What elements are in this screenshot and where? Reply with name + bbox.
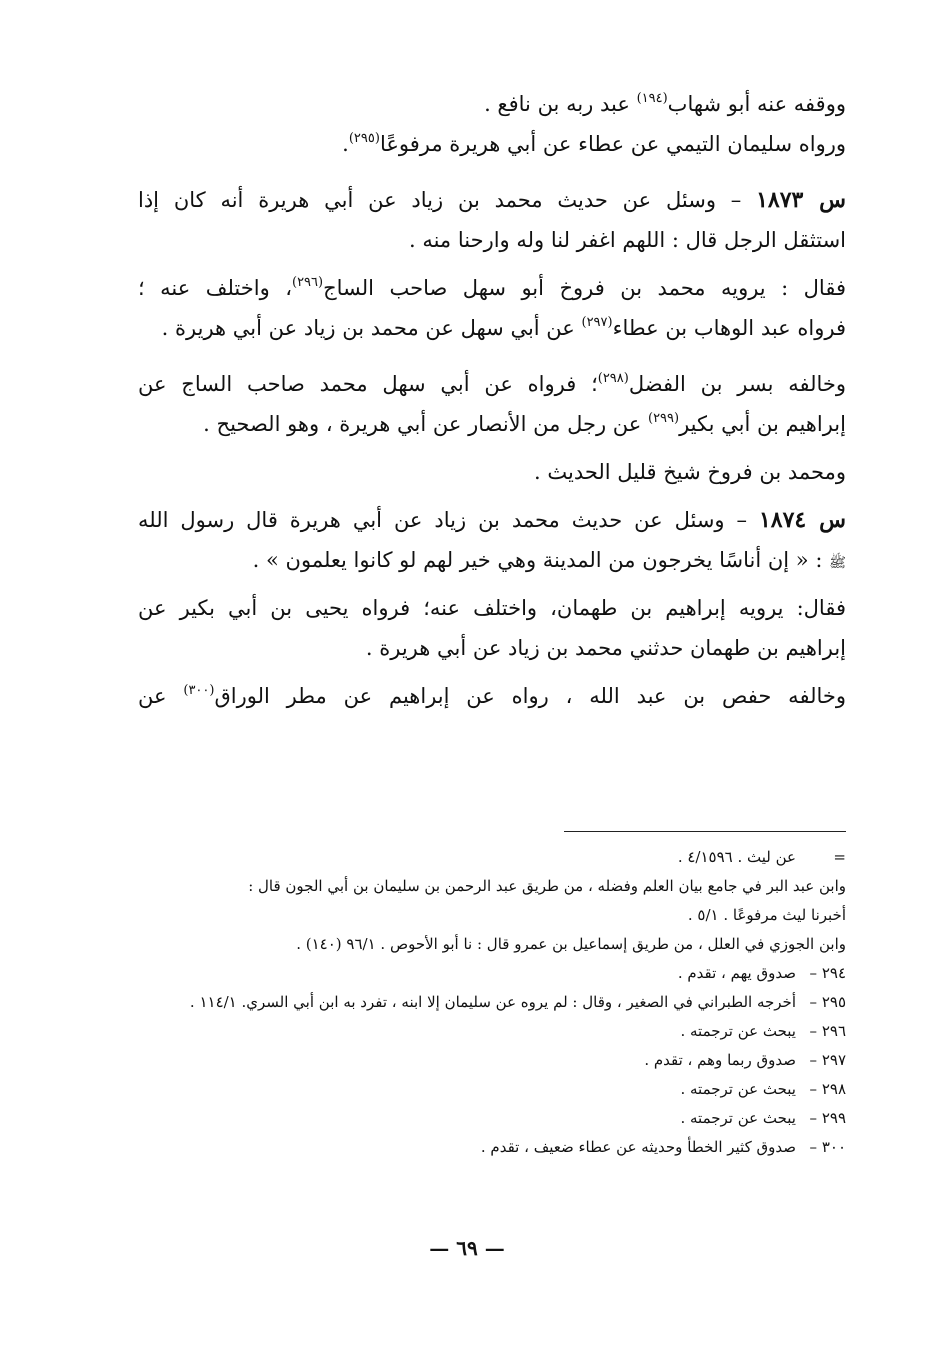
footnote-number: ٢٩٦ – bbox=[809, 1022, 846, 1040]
page-number: — ٦٩ — bbox=[429, 1236, 505, 1260]
text-line bbox=[138, 404, 846, 444]
footnote-text: صدوق ربما وهم ، تقدم . bbox=[644, 1051, 796, 1069]
footnote-item bbox=[138, 1104, 846, 1133]
text-span: إبراهيم بن طهمان حدثني محمد بن زياد عن أبي هريرة . bbox=[365, 636, 846, 660]
text-line bbox=[138, 84, 846, 124]
text-line bbox=[138, 268, 846, 308]
footnote-number: ٢٩٨ – bbox=[809, 1080, 846, 1098]
footnotes bbox=[138, 843, 846, 1162]
footnote-continuation: وابن الجوزي في العلل ، من طريق إسماعيل بن عمرو قال : نا أبو الأحوص . ٩٦/١ (١٤٠) . bbox=[296, 935, 846, 953]
salla-ligature: ﷺ bbox=[829, 555, 846, 571]
footnote-text: صدوق يهم ، تقدم . bbox=[677, 964, 796, 982]
footnote-continuation: عن ليث . ٤/١٥٩٦ . bbox=[677, 848, 796, 866]
question-1873-line bbox=[138, 180, 846, 220]
footnote-ref: (٢٩٧) bbox=[581, 315, 613, 330]
footnote-item bbox=[138, 959, 846, 988]
main-text bbox=[138, 84, 846, 716]
footnote-ref: (٢٩٥) bbox=[348, 131, 380, 146]
footnote-number: ٣٠٠ – bbox=[809, 1138, 846, 1156]
text-span: وخالفه حفص بن عبد الله ، رواه عن إبراهيم عن مطر الوراق bbox=[214, 684, 846, 708]
text-line bbox=[138, 588, 846, 628]
question-1874-line bbox=[138, 500, 846, 540]
text-line bbox=[138, 452, 846, 492]
text-line bbox=[138, 124, 846, 164]
text-line bbox=[138, 308, 846, 348]
footnote-item bbox=[138, 1075, 846, 1104]
footnote-number: ٢٩٧ – bbox=[809, 1051, 846, 1069]
text-span: : « إن أناسًا يخرجون من المدينة وهي خير لهم لو كانوا يعلمون » . bbox=[252, 548, 830, 572]
text-span: عن أبي سهل عن محمد بن زياد عن أبي هريرة . bbox=[161, 316, 582, 340]
text-span: . bbox=[342, 132, 349, 156]
text-span: – وسئل عن حديث محمد بن زياد عن أبي هريرة أنه كان إذا bbox=[138, 188, 757, 212]
footnote-ref: (١٩٤) bbox=[636, 91, 668, 106]
text-span: ووقفه عنه أبو شهاب bbox=[667, 92, 846, 116]
text-line bbox=[138, 220, 846, 260]
text-span: فقال: يرويه إبراهيم بن طهمان، واختلف عنه؛ فرواه يحيى بن أبي بكير عن bbox=[138, 596, 846, 620]
text-span: وخالفه بسر بن الفضل bbox=[628, 372, 847, 396]
footnote-text: يبحث عن ترجمته . bbox=[680, 1022, 796, 1040]
footnote-continuation: وابن عبد البر في جامع بيان العلم وفضله ، من طريق عبد الرحمن بن سليمان بن أبي الجون قال : bbox=[248, 877, 846, 895]
text-line bbox=[138, 540, 846, 580]
footnote-text: صدوق كثير الخطأ وحديثه عن عطاء ضعيف ، تقدم . bbox=[480, 1138, 796, 1156]
text-span: ؛ فرواه عن أبي سهل محمد صاحب الساج عن bbox=[138, 372, 598, 396]
footnote-ref: (٢٩٦) bbox=[291, 275, 324, 290]
footnote-ref: (٢٩٩) bbox=[647, 411, 680, 426]
footnote-number: ٢٩٤ – bbox=[809, 964, 846, 982]
question-number: س ١٨٧٤ bbox=[758, 507, 846, 533]
text-span: إبراهيم بن أبي بكير bbox=[679, 412, 846, 436]
text-span: – وسئل عن حديث محمد بن زياد عن أبي هريرة قال رسول الله bbox=[138, 508, 759, 532]
footnote-ref: (٢٩٨) bbox=[597, 371, 629, 386]
text-span: استثقل الرجل قال : اللهم اغفر لنا وله وارحنا منه . bbox=[408, 228, 846, 252]
footnote-text: أخرجه الطبراني في الصغير ، وقال : لم يروه عن سليمان إلا ابنه ، تفرد به ابن أبي السري. ١١٤/١ . bbox=[189, 993, 796, 1011]
footnote-item bbox=[138, 988, 846, 1017]
text-span: عن bbox=[138, 684, 184, 708]
text-line bbox=[138, 676, 846, 716]
footnote-ref: (٣٠٠) bbox=[183, 683, 215, 698]
text-span: عبد ربه بن نافع . bbox=[484, 92, 637, 116]
footnote-item bbox=[138, 1133, 846, 1162]
text-span: ، واختلف عنه ؛ bbox=[138, 276, 292, 300]
text-span: عن رجل من الأنصار عن أبي هريرة ، وهو الصحيح . bbox=[203, 412, 648, 436]
text-line bbox=[138, 628, 846, 668]
text-span: فقال : يرويه محمد بن فروخ أبو سهل صاحب الساج bbox=[323, 276, 846, 300]
footnote-divider bbox=[564, 831, 846, 832]
footnote-number: ٢٩٥ – bbox=[809, 993, 846, 1011]
footnote-continuation: أخبرنا ليث مرفوعًا . ٥/١ . bbox=[687, 906, 846, 924]
footnote-text: يبحث عن ترجمته . bbox=[680, 1080, 796, 1098]
footnote-item bbox=[138, 1017, 846, 1046]
text-span: ومحمد بن فروخ شيخ قليل الحديث . bbox=[534, 460, 846, 484]
text-span: ورواه سليمان التيمي عن عطاء عن أبي هريرة مرفوعًا bbox=[379, 132, 846, 156]
footnote-number: ٢٩٩ – bbox=[809, 1109, 846, 1127]
footnote-text: يبحث عن ترجمته . bbox=[680, 1109, 796, 1127]
footnote-item bbox=[138, 1046, 846, 1075]
text-line bbox=[138, 364, 846, 404]
continuation-mark: = bbox=[833, 848, 846, 866]
question-number: س ١٨٧٣ bbox=[756, 187, 846, 213]
text-span: فرواه عبد الوهاب بن عطاء bbox=[612, 316, 846, 340]
